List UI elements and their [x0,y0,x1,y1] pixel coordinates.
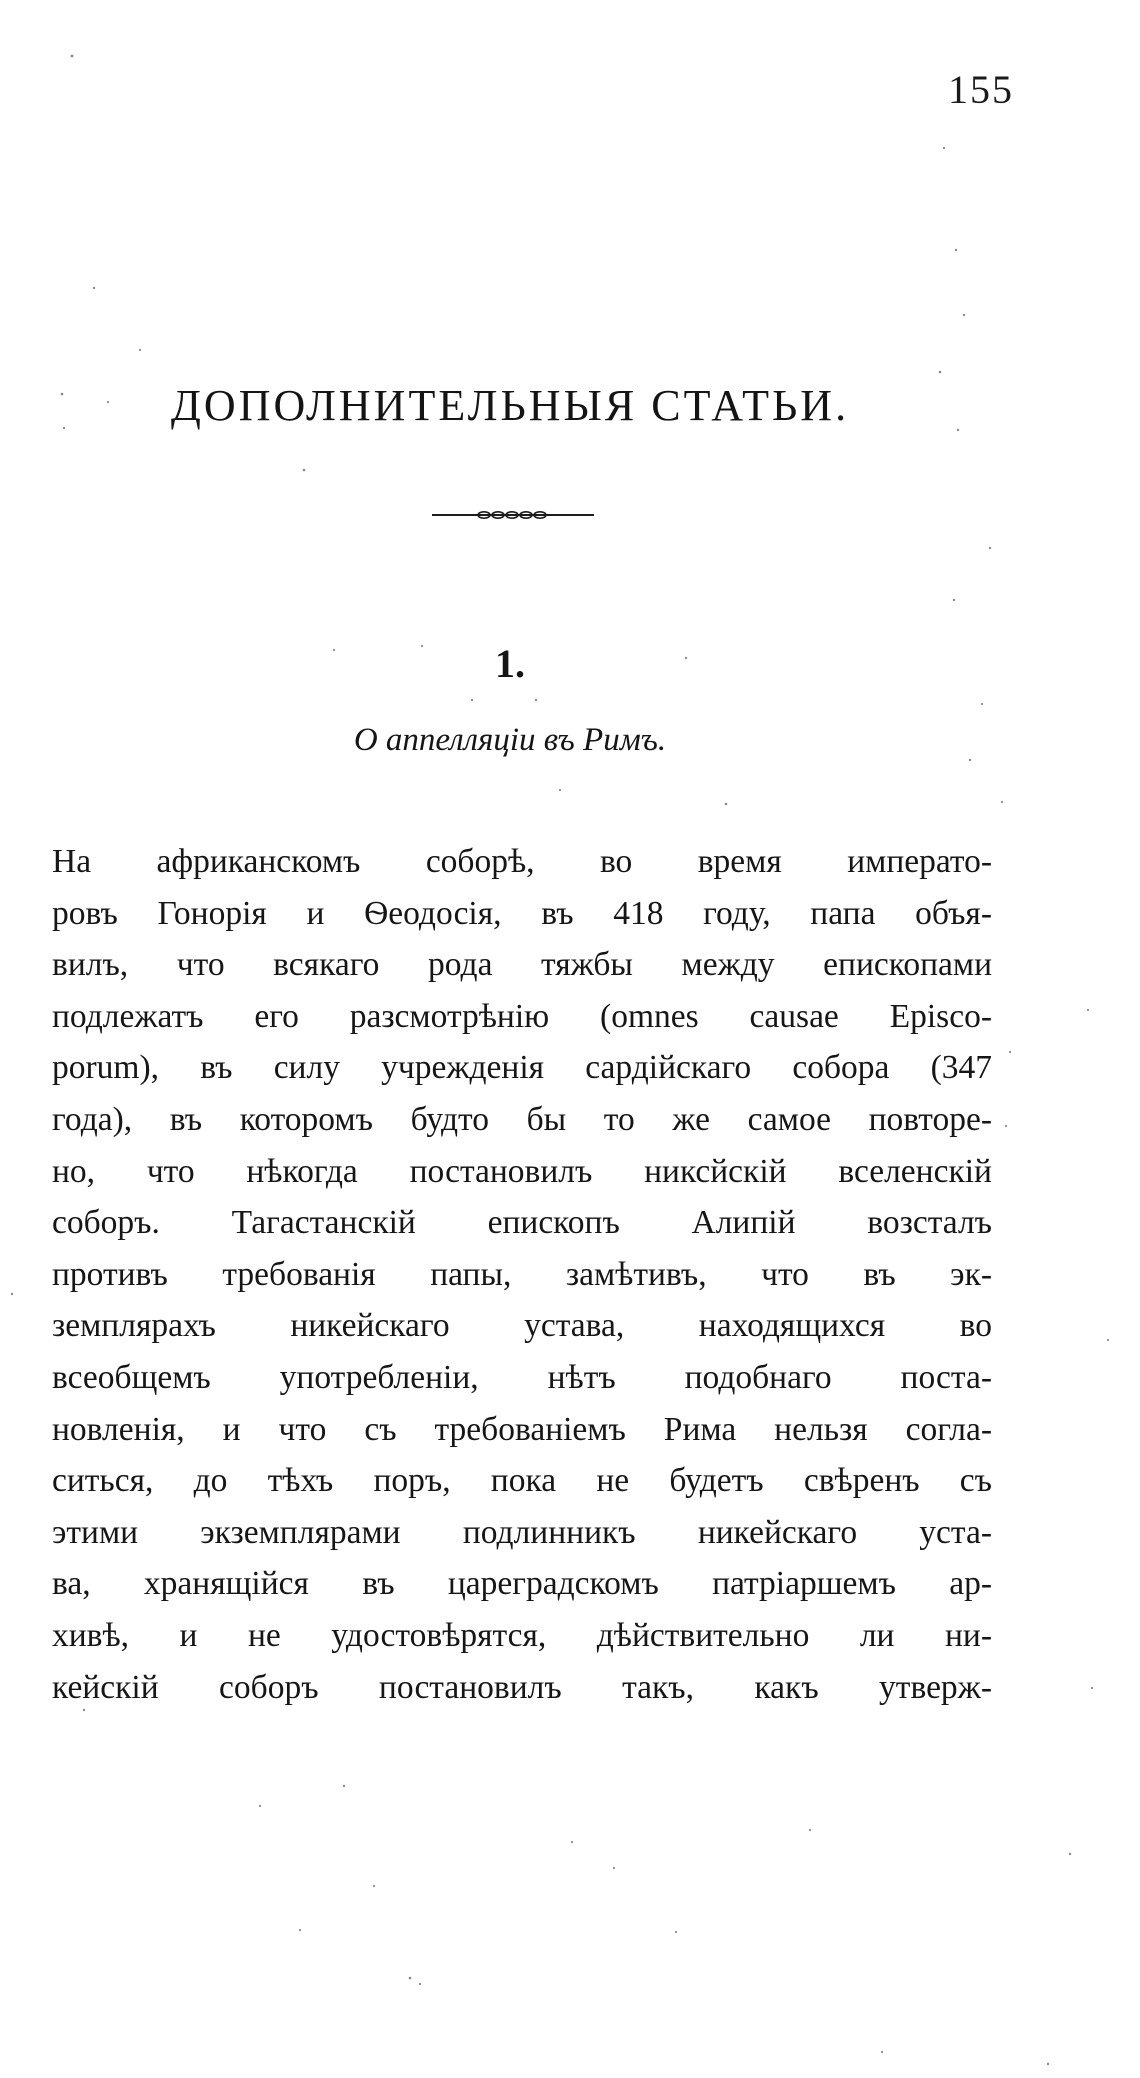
body-line: ситься, до тѣхъ поръ, пока не будетъ свѣренъ съ [52,1462,992,1500]
body-line: вилъ, что всякаго рода тяжбы между епископами [52,946,992,984]
body-line: земплярахъ никейскаго устава, находящихся во [52,1307,992,1345]
section-number: 1. [495,641,525,686]
body-line: противъ требованія папы, замѣтивъ, что въ эк- [52,1255,992,1293]
body-text [52,836,992,1713]
ornament-divider [430,504,596,526]
body-line: ровъ Гонорія и Ѳеодосія, въ 418 году, папа объя- [52,894,992,932]
body-line: хивѣ, и не удостовѣрятся, дѣйствительно ли ни- [52,1616,992,1654]
body-line: всеобщемъ употребленіи, нѣтъ подобнаго поста- [52,1358,992,1396]
section-title: О аппелляціи въ Римъ. [353,722,667,758]
body-line: но, что нѣкогда постановилъ никсйскій вселенскій [52,1152,992,1190]
body-line: На африканскомъ соборѣ, во время императо- [52,843,992,880]
body-line: ва, хранящійся въ цареградскомъ патріаршемъ ар- [52,1565,992,1603]
body-line: подлежатъ его разсмотрѣнію (omnes causae Episco- [52,997,992,1035]
body-line: новленія, и что съ требованіемъ Рима нельзя согла- [52,1410,992,1448]
page-heading: ДОПОЛНИТЕЛЬНЫЯ СТАТЬИ. [170,381,850,430]
body-line: этими экземплярами подлинникъ никейскаго уста- [52,1513,992,1551]
body-line: porum), въ силу учрежденія сардійскаго собора (347 [52,1049,992,1087]
body-line: соборъ. Тагастанскій епископъ Алипій возсталъ [52,1204,992,1242]
body-line: кейскій соборъ постановилъ такъ, какъ утверж- [52,1668,992,1706]
body-line: года), въ которомъ будто бы то же самое повторе- [52,1100,992,1138]
page-number: 155 [948,67,1014,112]
